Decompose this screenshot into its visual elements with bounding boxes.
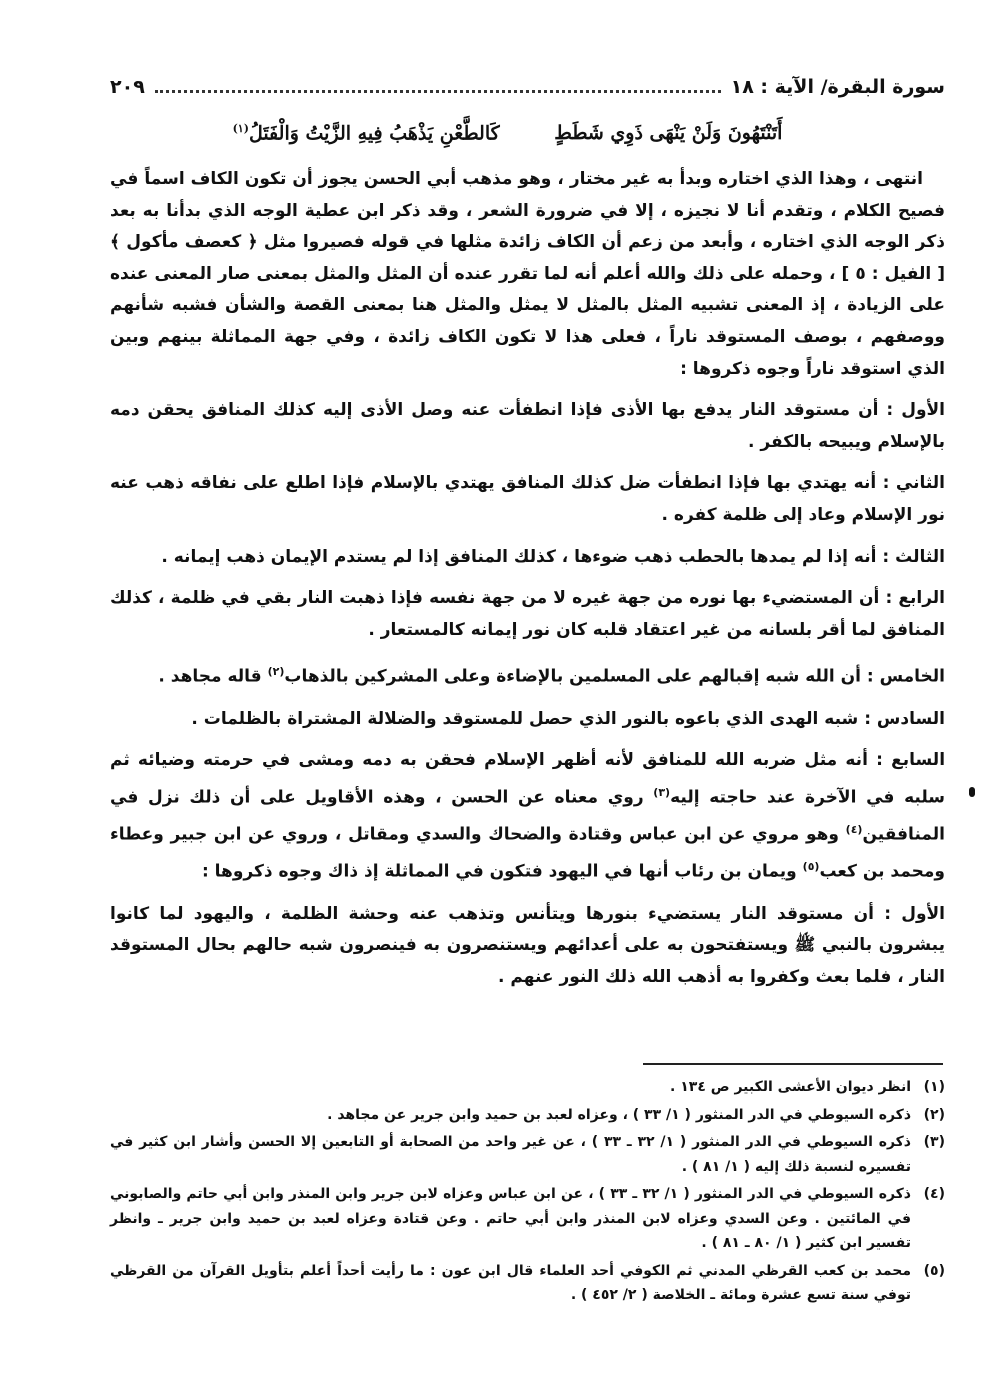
footnote-ref: (٤) [845,823,863,836]
footnote-number: (٤) [923,1186,945,1202]
poetry-verse [190,122,825,144]
item-text: أنه يهتدي بها فإذا انطفأت ضل كذلك المنافق يهتدي بالإسلام فإذا اطلع على نفاقه ذهب عنه نور الإسلام وعاد إلى ظلمة كفره . [110,473,945,525]
item-label: السادس : [864,708,945,729]
list-item [110,583,945,646]
item-text: وهو مروي عن ابن عباس وقتادة والضحاك والسدي ومقاتل ، وروي عن ابن جبير وعطاء ومحمد بن كعب [110,824,945,882]
footnote-ref: (٢) [267,665,285,679]
item-label: الرابع : [885,588,946,609]
list-item [110,542,945,574]
item-text: أن مستوقد النار يدفع بها الأذى فإذا انطفأت عنه وصل الأذى إليه كذلك المنافق يحقن دمه بالإسلام ويبيحه بالكفر . [110,400,945,452]
footnote-text: ذكره السيوطي في الدر المنثور ( ١/ ٣٢ ـ ٣٣ ) ، عن ابن عباس وعزاه لابن جرير وابن المنذر وابن أبي حاتم والصابوني في المائتين . وعن السدي وعزاه لابن المنذر وابن أبي حاتم . وعن قتادة وعزاه لعبد بن حميد وابن جرير ـ وانظر تفسير ابن كثير ( ١/ ٨٠ ـ ٨١ ) . [110,1186,911,1251]
intro-paragraph: انتهى ، وهذا الذي اختاره وبدأ به غير مختار ، وهو مذهب أبي الحسن يجوز أن تكون الكاف اسماً في فصيح الكلام ، وتقدم أنا لا نجيزه ، إلا في ضرورة الشعر ، وقد ذكر ابن عطية الوجه الذي بدأنا به بعد ذكر الوجه الذي اختاره ، وأبعد من زعم أن الكاف زائدة مثلها في قوله فصيروا مثل ﴿ كعصف مأكول ﴾ [ الفيل : ٥ ] ، وحمله على ذلك والله أعلم أنه لما تقرر عنده أن المثل والمثل بمعنى صار المعنى عنده على الزيادة ، إذ المعنى تشبيه المثل بالمثل لا يمثل والمثل هنا بمعنى القصة والشأن فشبه شأنهم ووصفهم ، بوصف المستوقد ناراً ، فعلى هذا لا تكون الكاف زائدة ، وفي جهة المماثلة بينهم وبين الذي استوقد ناراً وجوه ذكروها : [110,169,945,379]
item-label: الأول : [884,903,945,924]
footnote-number: (٢) [923,1106,945,1123]
item-text-after: قاله مجاهد . [158,666,268,687]
dotted-leader [155,90,721,93]
list-item [110,899,945,994]
item-text: أن المستضيء بها نوره من جهة غيره لا من جهة نفسه فإذا ذهبت النار بقي في ظلمة ، كذلك المنافق لما أقر بلسانه من غير اعتقاد قلبه كان نور إيمانه كالمستعار . [110,588,945,640]
footnote [110,1259,945,1308]
item-text: أن مستوقد النار يستضيء بنورها ويتأنس وتذهب عنه وحشة الظلمة ، واليهود لما كانوا يبشرون بالنبي ﷺ ويستفتحون به على أعدائهم ويستنصرون به فينصرون شبه حالهم بحال المستوقد النار ، فلما بعث وكفروا به أذهب الله ذلك النور عنهم . [110,903,945,987]
list-item [110,395,945,458]
item-label: الثاني : [882,473,945,494]
footnote [110,1182,945,1256]
item-label: السابع : [876,750,946,771]
item-text: روي معناه عن الحسن ، وهذه الأقاويل على أن ذلك نزل في المنافقين [110,787,945,845]
footnote [110,1103,945,1128]
item-text: أنه مثل ضربه الله للمنافق لأنه أظهر الإسلام فحقن به دمه ومشى في حرمته وضيائه ثم سلبه في الآخرة عند حاجته إليه [110,750,945,808]
list-item [110,656,945,693]
footnote [110,1130,945,1179]
footnote-ref: (١) [232,122,249,135]
item-text: أن الله شبه إقبالهم على المسلمين بالإضاءة وعلى المشركين بالذهاب [284,666,861,687]
footnote-text: ذكره السيوطي في الدر المنثور ( ١/ ٣٣ ) ، وعزاه لعبد بن حميد وابن جرير عن مجاهد . [327,1106,911,1123]
footnote-text: محمد بن كعب القرظي المدني ثم الكوفي أحد العلماء قال ابن عون : ما رأيت أحداً أعلم بتأويل القرآن من القرظي توفي سنة تسع عشرة ومائة ـ الخلاصة ( ٢/ ٤٥٢ ) . [110,1262,911,1303]
footnote-ref: (٣) [653,785,671,799]
list-item-seventh [110,745,945,888]
footnote-text: انظر ديوان الأعشى الكبير ص ١٣٤ . [670,1079,911,1095]
verse-second-hemistich: كَالطَّعْنِ يَذْهَبُ فِيهِ الزَّيْتُ وَالْفَتَلُ [248,122,500,145]
footnote-ref: (٥) [802,860,820,874]
item-text: ويمان بن رئاب أنها في اليهود فتكون في المماثلة إذ ذاك وجوه ذكروها : [201,861,803,882]
footnote-number: (٣) [923,1134,945,1150]
item-label: الخامس : [866,666,945,687]
footnote-number: (١) [923,1079,945,1095]
item-text: أنه إذا لم يمدها بالحطب ذهب ضوءها ، كذلك المنافق إذا لم يستدم الإيمان ذهب إيمانه . [161,546,877,567]
scan-mark [969,787,975,797]
surah-ayah-title: سورة البقرة/ الآية : ١٨ [730,76,945,98]
main-text [110,164,945,993]
running-header [110,72,945,102]
footnotes [110,1075,945,1311]
footnote-text: ذكره السيوطي في الدر المنثور ( ١/ ٣٢ ـ ٣٣ ) ، عن غير واحد من الصحابة أو التابعين إلا الحسن وأشار ابن كثير في تفسيره لنسبة ذلك إليه ( ١/ ٨١ ) . [110,1134,911,1175]
list-item [110,468,945,531]
item-label: الثالث : [882,546,945,567]
list-item [110,704,945,736]
page-number: ٢٠٩ [110,76,145,98]
footnote-separator [643,1063,943,1065]
footnote [110,1075,945,1100]
item-label: الأول : [886,400,945,421]
verse-first-hemistich: أَتَنْتَهُونَ وَلَنْ يَنْهَى ذَوِي شَطَطٍ [554,122,783,145]
footnote-number: (٥) [923,1262,945,1279]
item-text: شبه الهدى الذي باعوه بالنور الذي حصل للمستوقد والضلالة المشتراة بالظلمات . [191,708,859,729]
